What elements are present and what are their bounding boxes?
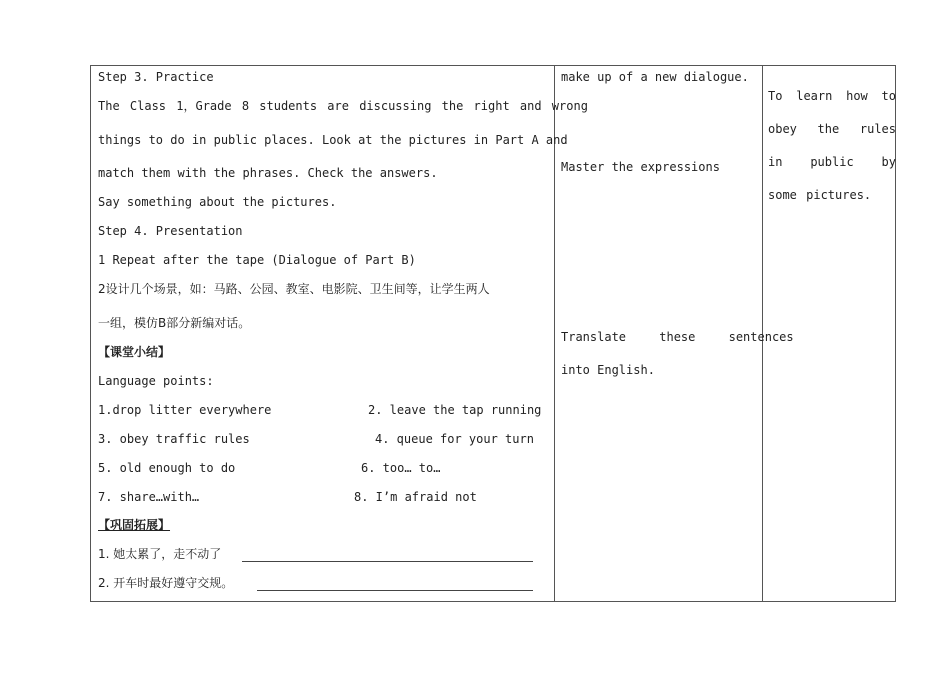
design-scenes-line-1: 2设计几个场景，如：马路、公园、教室、电影院、卫生间等，让学生两人 <box>98 282 490 296</box>
exercise-1: 1. 她太累了，走不动了 <box>98 547 222 561</box>
practice-line-2: things to do in public places. Look at the pictures in Part A and <box>98 133 568 147</box>
lesson-table <box>90 65 896 602</box>
language-point-7: 7. share…with… <box>98 490 200 504</box>
language-point-8: 8. I’m afraid not <box>354 490 477 504</box>
teaching-purpose: To learn how to obey the rules in public by some pictures. <box>768 89 896 202</box>
language-point-1: 1.drop litter everywhere <box>98 403 272 417</box>
step-4-heading: Step 4. Presentation <box>98 224 243 238</box>
language-point-6: 6. too… to… <box>361 461 441 475</box>
language-point-3: 3. obey traffic rules <box>98 432 250 446</box>
extend-heading: 【巩固拓展】 <box>98 518 171 532</box>
summary-heading: 【课堂小结】 <box>98 345 171 359</box>
say-something: Say something about the pictures. <box>98 195 337 209</box>
translate-line-2: into English. <box>561 363 655 377</box>
master-expressions: Master the expressions <box>561 160 720 174</box>
language-point-2: 2. leave the tap running <box>368 403 542 417</box>
practice-line-3: match them with the phrases. Check the answers. <box>98 166 438 180</box>
step-3-heading: Step 3. Practice <box>98 70 214 84</box>
design-scenes-line-2: 一组，模仿B部分新编对话。 <box>98 316 251 330</box>
practice-line-1: The Class 1，Grade 8 students are discussing the right and wrong <box>98 99 588 113</box>
exercise-2-answer-line <box>257 590 533 591</box>
make-up-dialogue: make up of a new dialogue. <box>561 70 749 84</box>
language-point-4: 4. queue for your turn <box>375 432 534 446</box>
exercise-2: 2. 开车时最好遵守交规。 <box>98 576 234 590</box>
language-points-label: Language points: <box>98 374 214 388</box>
repeat-tape: 1 Repeat after the tape (Dialogue of Part B) <box>98 253 416 267</box>
exercise-1-answer-line <box>242 561 533 562</box>
translate-line-1: Translate these sentences <box>561 330 794 344</box>
language-point-5: 5. old enough to do <box>98 461 236 475</box>
